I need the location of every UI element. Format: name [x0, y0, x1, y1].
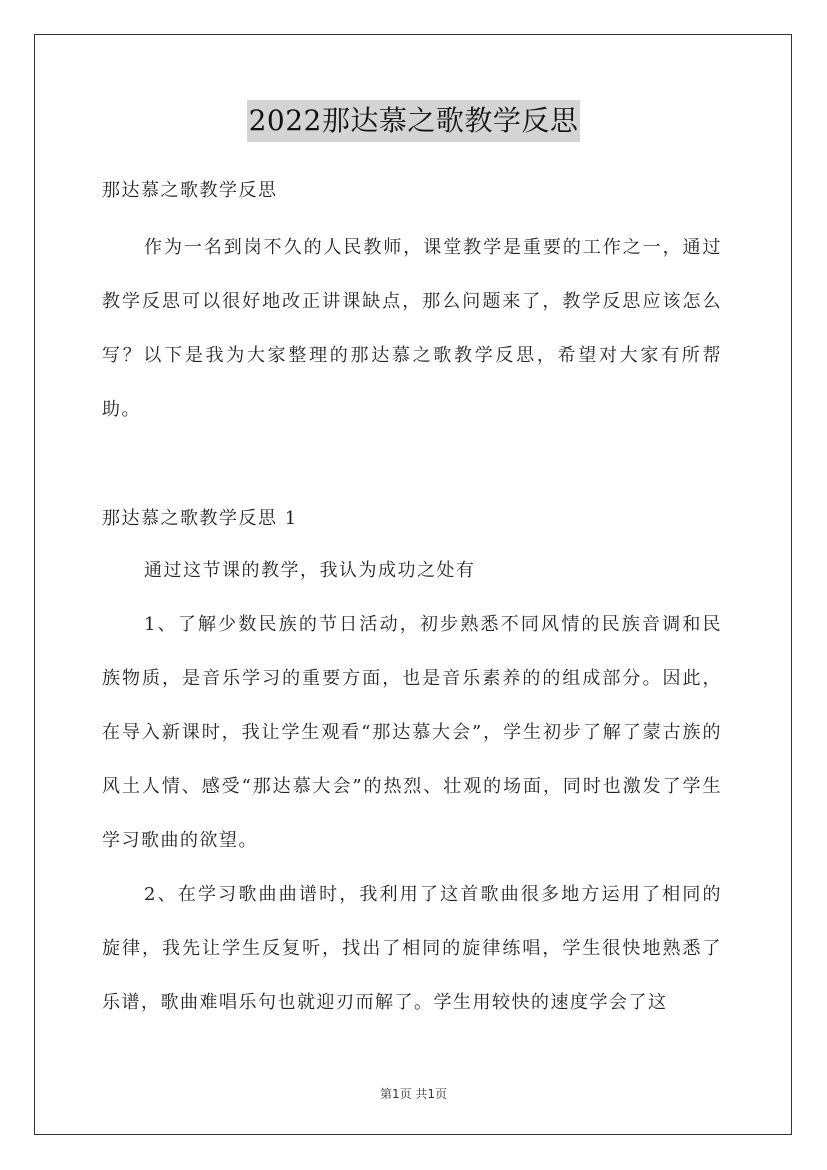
body-paragraph-1: 通过这节课的教学，我认为成功之处有 [144, 560, 476, 581]
title-container [0, 100, 827, 142]
section-heading: 那达慕之歌教学反思 1 [102, 508, 298, 529]
body-paragraph-3: 2、在学习歌曲曲谱时，我利用了这首歌曲很多地方运用了相同的旋律，我先让学生反复听，找出了相同的旋律练唱，学生很快地熟悉了乐谱，歌曲难唱乐句也就迎刃而解了。学生用较快的速度学会了这 [102, 884, 722, 1013]
body-paragraph-2: 1、了解少数民族的节日活动，初步熟悉不同风情的民族音调和民族物质，是音乐学习的重要方面，也是音乐素养的的组成部分。因此，在导入新课时，我让学生观看“那达慕大会”，学生初步了解了蒙古族的风土人情、感受“那达慕大会”的热烈、壮观的场面，同时也激发了学生学习歌曲的欲望。 [102, 614, 722, 851]
document-title: 2022那达慕之歌教学反思 [247, 100, 581, 142]
document-subtitle: 那达慕之歌教学反思 [102, 180, 278, 201]
intro-paragraph: 作为一名到岗不久的人民教师，课堂教学是重要的工作之一，通过教学反思可以很好地改正讲课缺点，那么问题来了，教学反思应该怎么写？以下是我为大家整理的那达慕之歌教学反思，希望对大家有所帮助。 [102, 237, 722, 420]
page-footer: 第1页 共1页 [379, 1087, 448, 1101]
